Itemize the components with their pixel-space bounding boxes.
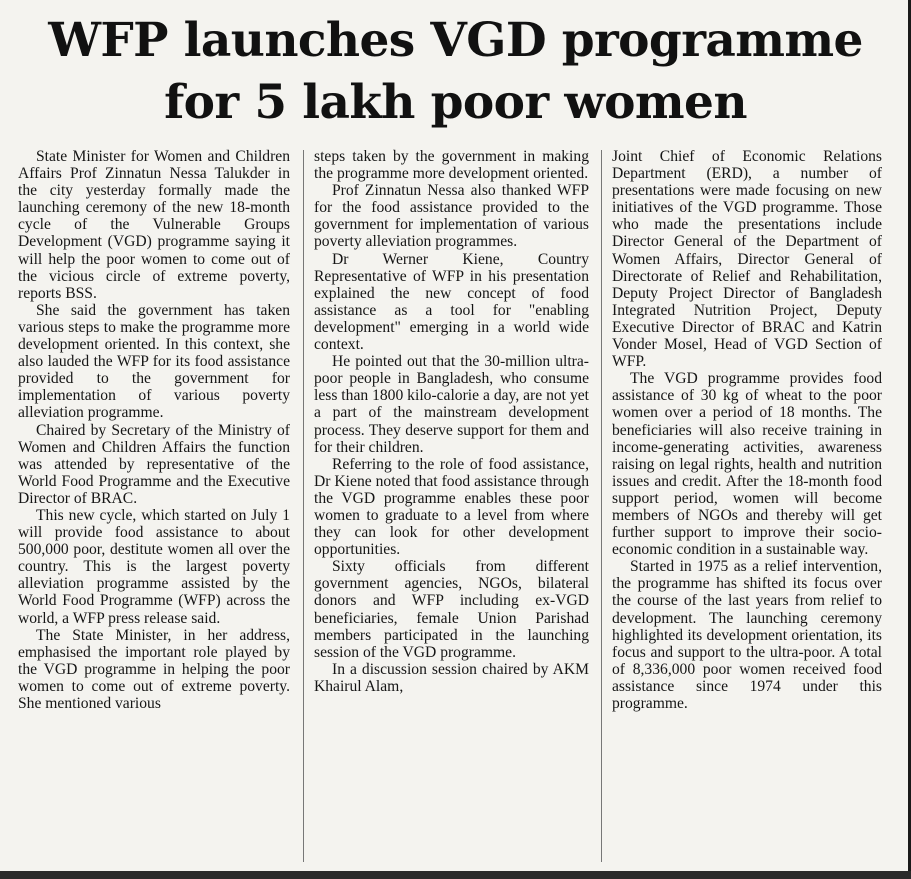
paragraph: Sixty officials from different government agencies, NGOs, bilateral donors and WFP including ex-VGD beneficiaries, female Union Parishad members participated in the launching session of the VGD programme. — [314, 558, 589, 661]
paragraph: Joint Chief of Economic Relations Department (ERD), a number of presentations were made focusing on new initiatives of the VGD programme. Those who made the presentations include Director General of the Department of Women Affairs, Director General of Directorate of Relief and Rehabilitation, Deputy Project Director of Bangladesh Integrated Nutrition Project, Deputy Executive Director of BRAC and Katrin Vonder Mosel, Head of VGD Section of WFP. — [612, 148, 882, 371]
paragraph: Prof Zinnatun Nessa also thanked WFP for the food assistance provided to the government for implementation of various poverty alleviation programmes. — [314, 182, 589, 251]
article-column-3 — [612, 148, 882, 712]
paragraph: The State Minister, in her address, emphasised the important role played by the VGD programme in helping the poor women to come out of extreme poverty. She mentioned various — [18, 626, 290, 712]
article-column-1 — [18, 148, 290, 712]
headline-line-2: for 5 lakh poor women — [164, 75, 747, 130]
paragraph: Dr Werner Kiene, Country Representative of WFP in his presentation explained the new concept of food assistance as a tool for "enabling development" emerging in a world wide context. — [314, 250, 589, 354]
paragraph: Started in 1975 as a relief intervention, the programme has shifted its focus over the course of the last years from relief to development. The launching ceremony highlighted its development orientation, its focus and support to the ultra-poor. A total of 8,336,000 poor women received food assistance since 1974 under this programme. — [612, 558, 882, 712]
paragraph: Chaired by Secretary of the Ministry of Women and Children Affairs the function was attended by representative of the World Food Programme and the Executive Director of BRAC. — [18, 421, 290, 507]
paragraph: In a discussion session chaired by AKM Khairul Alam, — [314, 660, 589, 695]
headline-line-1: WFP launches VGD programme — [48, 13, 863, 68]
paragraph: He pointed out that the 30-million ultra-poor people in Bangladesh, who consume less than 1800 kilo-calorie a day, are not yet a part of the mainstream development process. They deserve support for them and for their children. — [314, 353, 589, 456]
paragraph: State Minister for Women and Children Affairs Prof Zinnatun Nessa Talukder in the city yesterday formally made the launching ceremony of the new 18-month cycle of the Vulnerable Groups Development (VGD) programme saying it will help the poor women to come out of the vicious circle of extreme poverty, reports BSS. — [18, 148, 290, 302]
article-column-2 — [314, 148, 589, 695]
paragraph: steps taken by the government in making the programme more development oriented. — [314, 148, 589, 183]
headline — [0, 10, 911, 134]
paragraph: This new cycle, which started on July 1 will provide food assistance to about 500,000 poor, destitute women all over the country. This is the largest poverty alleviation programme assisted by the World Food Programme (WFP) across the world, a WFP press release said. — [18, 506, 290, 627]
paragraph: The VGD programme provides food assistance of 30 kg of wheat to the poor women over a period of 18 months. The beneficiaries will also receive training in income-generating activities, awareness raising on legal rights, health and nutrition issues and credit. After the 18-month food support period, women will become members of NGOs and thereby will get further support to improve their socio-economic condition in a sustainable way. — [612, 370, 882, 559]
column-divider — [601, 150, 602, 862]
clipping-bottom-edge — [0, 871, 911, 879]
paragraph: Referring to the role of food assistance, Dr Kiene noted that food assistance through the VGD programme enables these poor women to graduate to a level from where they can look for other development opportunities. — [314, 455, 589, 559]
paragraph: She said the government has taken various steps to make the programme more development oriented. In this context, she also lauded the WFP for its food assistance provided to the government for implementation of various poverty alleviation programme. — [18, 301, 290, 422]
column-divider — [303, 150, 304, 862]
